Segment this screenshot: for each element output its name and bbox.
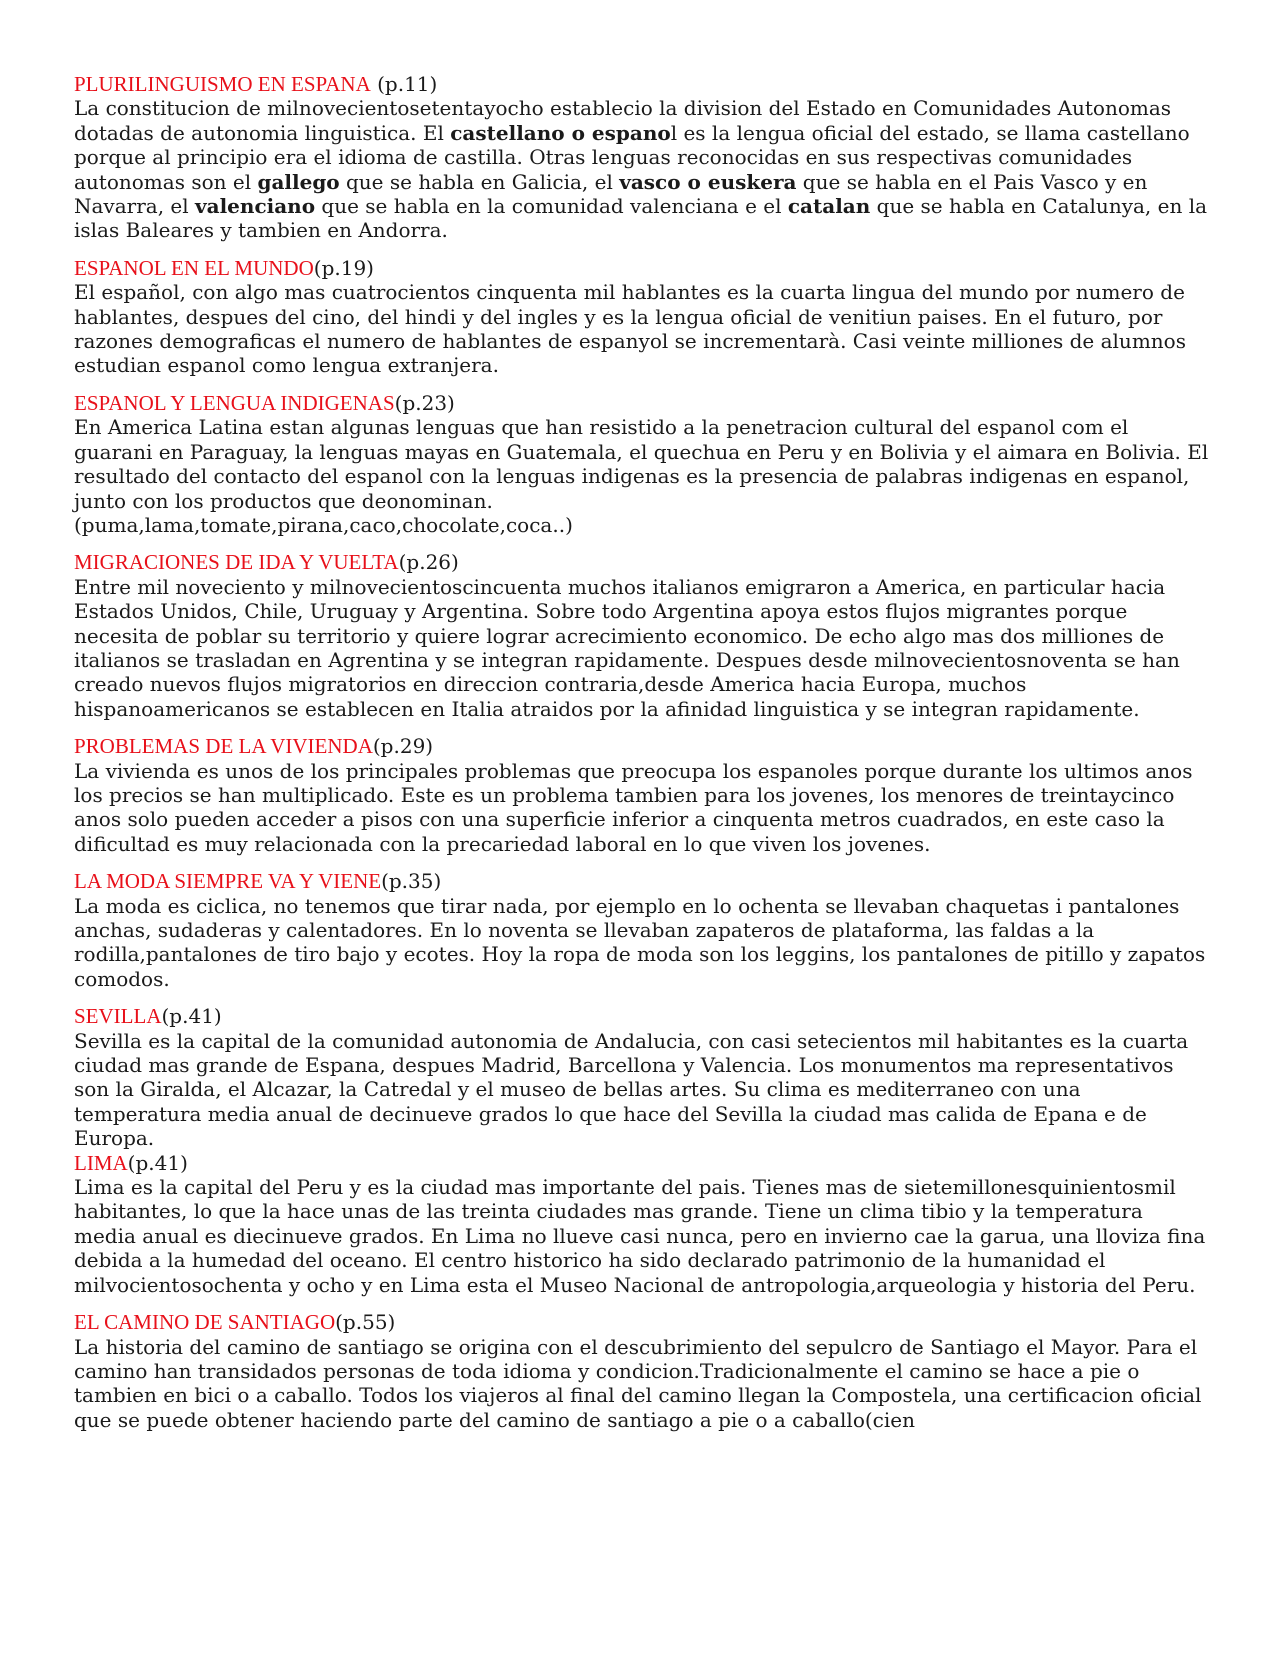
page-reference: (p.41)	[161, 1004, 222, 1029]
section-heading	[74, 256, 1210, 280]
section-title: MIGRACIONES DE IDA Y VUELTA	[74, 550, 399, 575]
section-sevilla	[74, 1004, 1210, 1150]
section-body: Sevilla es la capital de la comunidad autonomia de Andalucia, con casi setecientos mil habitantes es la cuarta ciudad mas grande de Espana, despues Madrid, Barcellona y Valencia. Los monumentos ma representativos son la Giralda, el Alcazar, la Catredal y el museo de bellas artes. Su clima es mediterraneo con una temperatura media anual de decinueve grados lo que hace del Sevilla la ciudad mas calida de Epana e de Europa.	[74, 1028, 1189, 1151]
section-gap	[74, 378, 1210, 391]
section-heading	[74, 734, 1210, 758]
body-text: que se habla en el Pais Vasco y en Navarra, el	[74, 169, 1148, 219]
body-text: que se habla en Catalunya, en la islas Baleares y tambien en Andorra.	[74, 194, 1208, 243]
section-body: Entre mil noveciento y milnovecientoscincuenta muchos italianos emigraron a America, en particular hacia Estados Unidos, Chile, Uruguay y Argentina. Sobre todo Argentina apoya estos flujos migrantes porque necesita de poblar su territorio y quiere lograr acrecimiento economico. De echo algo mas dos milliones de italianos se trasladan en Agrentina y se integran rapidamente. Despues desde milnovecientosnoventa se han creado nuevos flujos migratorios en direccion contraria,desde America hacia Europa, muchos hispanoamericanos se establecen en Italia atraidos por la afinidad linguistica y se integran rapidamente.	[74, 574, 1180, 721]
section-title: SEVILLA	[74, 1004, 162, 1029]
section-body: La moda es ciclica, no tenemos que tirar nada, por ejemplo en lo ochenta se llevaban chaquetas i pantalones anchas, sudaderas y calentadores. En lo noventa se llevaban zapateros de plataforma, las faldas a la rodilla,pantalones de tiro bajo y ecotes. Hoy la ropa de moda son los leggins, los pantalones de pitillo y zapatos comodos.	[74, 893, 1206, 991]
section-body: Lima es la capital del Peru y es la ciudad mas importante del pais. Tienes mas de sietemillonesquinientosmil habitantes, lo que la hace unas de las treinta ciudades mas grande. Tiene un clima tibio y la temperatura media anual es diecinueve grados. En Lima no llueve casi nunca, pero en invierno cae la garua, una lloviza fina debida a la humedad del oceano. El centro historico ha sido declarado patrimonio de la humanidad el milvocientosochenta y ocho y en Lima esta el Museo Nacional de antropologia,arqueologia y historia del Peru.	[74, 1175, 1206, 1297]
section-heading	[74, 391, 1210, 415]
page-reference: (p.19)	[313, 255, 374, 280]
page-reference: (p.35)	[381, 869, 442, 894]
section-heading	[74, 1310, 1210, 1334]
page-reference: (p.41)	[127, 1150, 188, 1175]
document-page	[74, 72, 1210, 1432]
section-migraciones	[74, 550, 1210, 721]
bold-term: castellano o espano	[450, 120, 671, 145]
section-heading	[74, 869, 1210, 893]
section-title: PROBLEMAS DE LA VIVIENDA	[74, 734, 373, 759]
section-moda	[74, 869, 1210, 991]
section-title: EL CAMINO DE SANTIAGO	[74, 1310, 336, 1335]
page-reference: (p.23)	[394, 390, 455, 415]
section-gap	[74, 991, 1210, 1004]
page-reference: (p.11)	[370, 72, 438, 96]
bold-term: valenciano	[195, 194, 316, 219]
section-title: LIMA	[74, 1150, 128, 1175]
body-text: La constitucion de milnovecientosetentayocho establecio la division del Estado en Comunidades Autonomas dotadas de autonomia linguistica. El	[74, 96, 1172, 145]
section-plurilinguismo	[74, 72, 1210, 243]
section-heading	[74, 550, 1210, 574]
section-gap	[74, 721, 1210, 734]
section-heading	[74, 1151, 1210, 1175]
page-reference: (p.55)	[335, 1310, 396, 1335]
section-title: PLURILINGUISMO EN ESPANA	[74, 72, 371, 96]
section-lima	[74, 1151, 1210, 1297]
bold-term: catalan	[787, 194, 871, 219]
bold-term: vasco o euskera	[619, 169, 797, 194]
section-camino-santiago	[74, 1310, 1210, 1432]
section-extra-line: (puma,lama,tomate,pirana,caco,chocolate,coca..)	[74, 512, 573, 537]
section-gap	[74, 1297, 1210, 1310]
bold-term: gallego	[257, 169, 340, 194]
section-heading	[74, 72, 1210, 96]
section-gap	[74, 856, 1210, 869]
section-vivienda	[74, 734, 1210, 856]
body-text: que se habla en la comunidad valenciana e el	[315, 194, 788, 219]
section-body: El español, con algo mas cuatrocientos cinquenta mil hablantes es la cuarta lingua del mundo por numero de hablantes, despues del cino, del hindi y del ingles y es la lengua oficial de venitiun paises. En el futuro, por razones demograficas el numero de hablantes de espanyol se incrementarà. Casi veinte milliones de alumnos estudian espanol como lengua extranjera.	[74, 280, 1186, 378]
page-reference: (p.29)	[372, 734, 434, 759]
section-espanol-mundo	[74, 256, 1210, 378]
section-title: ESPANOL Y LENGUA INDIGENAS	[74, 390, 395, 415]
body-text: l es la lengua oficial del estado, se llama castellano porque al principio era el idioma de castilla. Otras lenguas reconocidas en sus respectivas comunidades autonomas son el	[74, 120, 1190, 194]
section-body: En America Latina estan algunas lenguas que han resistido a la penetracion cultural del espanol com el guarani en Paraguay, la lenguas mayas en Guatemala, el quechua en Peru y en Bolivia y el aimara en Bolivia. El resultado del contacto del espanol con la lenguas indigenas es la presencia de palabras indigenas en espanol, junto con los productos que deonominan.	[74, 415, 1209, 513]
section-title: ESPANOL EN EL MUNDO	[74, 255, 314, 280]
page-reference: (p.26)	[398, 550, 459, 575]
section-lengua-indigenas	[74, 391, 1210, 537]
section-gap	[74, 243, 1210, 256]
section-gap	[74, 537, 1210, 550]
section-title: LA MODA SIEMPRE VA Y VIENE	[74, 869, 382, 894]
section-body: La vivienda es unos de los principales problemas que preocupa los espanoles porque durante los ultimos anos los precios se han multiplicado. Este es un problema tambien para los jovenes, los menores de treintaycinco anos solo pueden acceder a pisos con una superficie inferior a cinquenta metros cuadrados, en este caso la dificultad es muy relacionada con la precariedad laboral en lo que viven los jovenes.	[74, 758, 1193, 856]
body-text: que se habla en Galicia, el	[339, 169, 620, 194]
section-heading	[74, 1004, 1210, 1028]
section-body	[74, 96, 1210, 242]
section-body: La historia del camino de santiago se origina con el descubrimiento del sepulcro de Santiago el Mayor. Para el camino han transidados personas de toda idioma y condicion.Tradicionalmente el camino se hace a pie o tambien en bici o a caballo. Todos los viajeros al final del camino llegan la Compostela, una certificacion oficial que se puede obtener haciendo parte del camino de santiago a pie o a caballo(cien	[74, 1334, 1202, 1432]
